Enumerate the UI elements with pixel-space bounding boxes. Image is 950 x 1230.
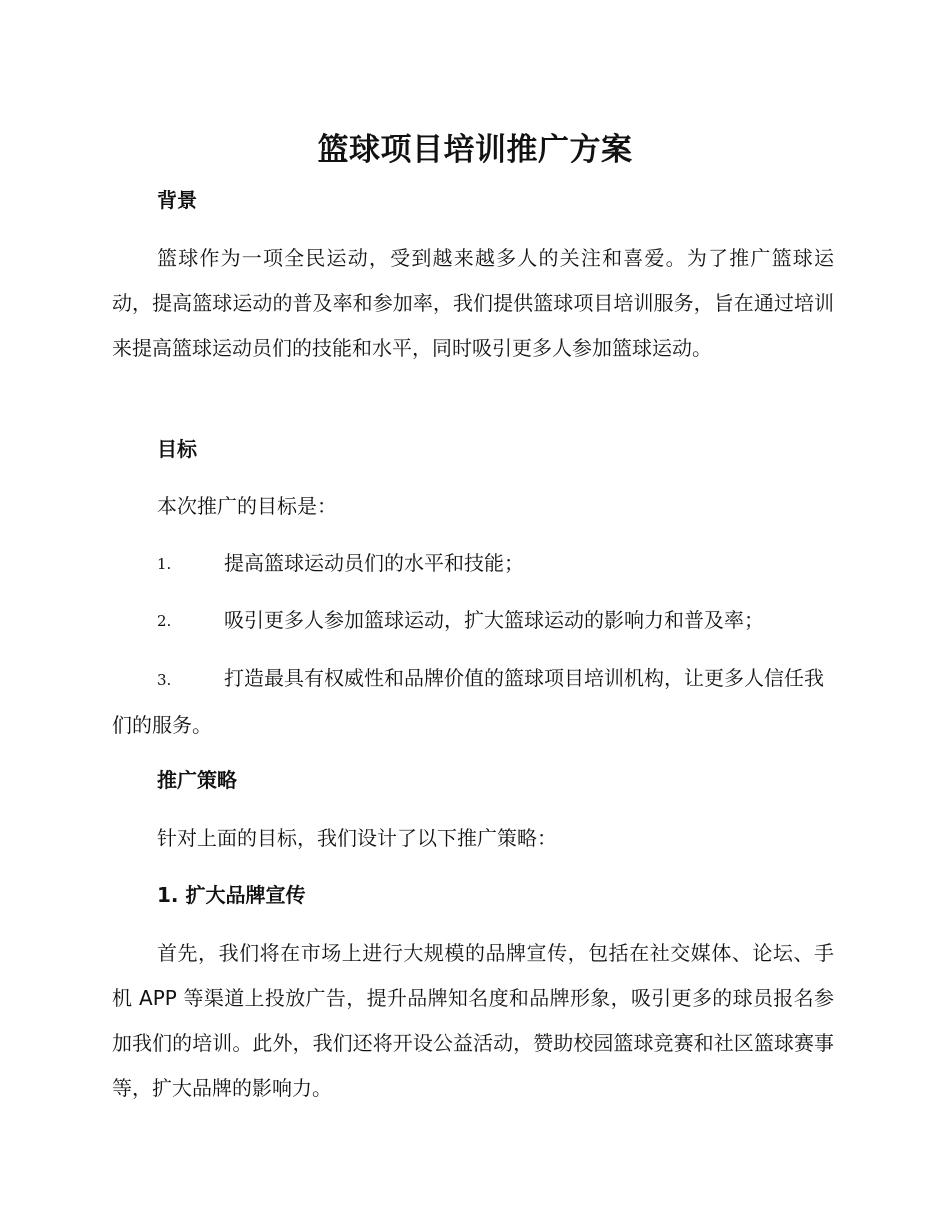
section-heading-goals: 目标 [157, 437, 197, 461]
goal-item-3-number: 3. [157, 671, 172, 689]
goal-item-3-text: 打造最具有权威性和品牌价值的篮球项目培训机构，让更多人信任我们的服务。 [112, 666, 824, 737]
background-paragraph: 篮球作为一项全民运动，受到越来越多人的关注和喜爱。为了推广篮球运动，提高篮球运动的普及率和参加率，我们提供篮球项目培训服务，旨在通过培训来提高篮球运动员们的技能和水平，同时吸引更多人参加篮球运动。 [112, 246, 834, 360]
goal-item-2-text: 吸引更多人参加篮球运动，扩大篮球运动的影响力和普及率； [224, 608, 764, 632]
document-title: 篮球项目培训推广方案 [317, 132, 633, 168]
strategy-subheading-brand: 1. 扩大品牌宣传 [157, 883, 306, 907]
section-heading-background: 背景 [157, 188, 197, 212]
section-heading-strategy: 推广策略 [157, 768, 237, 792]
strategy-brand-paragraph: 首先，我们将在市场上进行大规模的品牌宣传，包括在社交媒体、论坛、手机 APP 等渠道上投放广告，提升品牌知名度和品牌形象，吸引更多的球员报名参加我们的培训。此外，我们还将开设公益活动，赞助校园篮球竞赛和社区篮球赛事等，扩大品牌的影响力。 [112, 941, 834, 1100]
goal-item-1-text: 提高篮球运动员们的水平和技能； [224, 551, 524, 575]
goal-item-3 [112, 656, 834, 748]
goals-intro: 本次推广的目标是： [157, 494, 337, 518]
goal-item-2-number: 2. [157, 612, 172, 630]
goal-item-1-number: 1. [157, 555, 172, 573]
strategy-intro: 针对上面的目标，我们设计了以下推广策略： [157, 826, 557, 850]
